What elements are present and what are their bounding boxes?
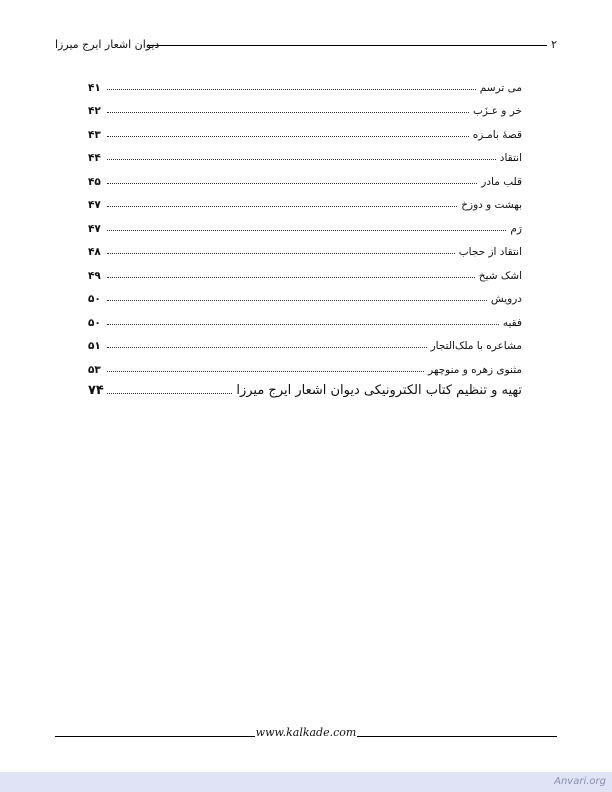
dot-leader	[107, 346, 427, 348]
toc-entry[interactable]	[88, 211, 522, 235]
watermark-band	[0, 772, 612, 792]
toc-entry-page: ۴۹	[88, 269, 101, 282]
toc-entry-title: مشاعره با ملک‌التجار	[430, 340, 522, 352]
toc-entry[interactable]	[88, 258, 522, 282]
toc-entry-page: ۴۵	[88, 175, 101, 188]
toc-entry-page: ۵۱	[88, 340, 101, 352]
toc-entry[interactable]	[88, 282, 522, 306]
toc-entry[interactable]	[88, 305, 522, 329]
toc-entry-page: ۴۳	[88, 128, 101, 141]
dot-leader	[107, 135, 469, 137]
toc-entry-title: مثنوی زهره و منوچهر	[428, 363, 522, 376]
toc-entry[interactable]	[88, 329, 522, 353]
footer-website[interactable]: www.kalkade.com	[255, 726, 357, 739]
toc-entry[interactable]	[88, 376, 522, 398]
book-title: دیوان اشعار ایرج میرزا	[55, 38, 160, 51]
toc-entry[interactable]	[88, 117, 522, 141]
toc-entry-title: فقیه	[502, 316, 522, 329]
toc-entry[interactable]	[88, 352, 522, 376]
toc-entry-title: انتقاد	[499, 152, 522, 164]
toc-entry-title: اشک شیخ	[478, 269, 522, 282]
toc-entry-page: ۵۳	[88, 363, 101, 376]
toc-entry-title: قلب مادر	[481, 175, 522, 188]
page-footer	[55, 726, 557, 742]
toc-entry[interactable]	[88, 141, 522, 165]
toc-entry-title: درویش	[490, 293, 522, 305]
toc-entry-page: ۴۴	[88, 152, 101, 164]
toc-entry-page: ۴۷	[88, 199, 101, 211]
toc-entry[interactable]	[88, 235, 522, 259]
toc-entry-page: ۵۰	[88, 293, 101, 305]
dot-leader	[107, 370, 424, 372]
toc-entry-page: ۷۴	[88, 382, 104, 398]
toc-entry-page: ۵۰	[88, 316, 101, 329]
toc-entry-page: ۴۱	[88, 81, 101, 94]
toc-entry-title: قصهٔ بامـزه	[472, 128, 522, 141]
dot-leader	[107, 111, 469, 113]
dot-leader	[107, 299, 487, 301]
dot-leader	[107, 88, 476, 90]
dot-leader	[107, 392, 232, 394]
dot-leader	[107, 158, 496, 160]
dot-leader	[107, 229, 506, 231]
header-rule	[147, 45, 547, 46]
toc-entry-page: ۴۷	[88, 222, 101, 235]
toc-entry[interactable]	[88, 164, 522, 188]
dot-leader	[107, 182, 477, 184]
page-number: ۲	[551, 38, 557, 51]
toc-entry-page: ۴۸	[88, 246, 101, 258]
toc-entry-title: بهشت و دوزخ	[461, 199, 522, 211]
dot-leader	[107, 323, 499, 325]
table-of-contents	[88, 70, 522, 398]
dot-leader	[107, 252, 455, 254]
toc-entry-title: انتقاد از حجاب	[458, 246, 522, 258]
toc-entry-title: خر و عـزَب	[472, 105, 522, 117]
page-header	[55, 36, 557, 56]
toc-entry-page: ۴۲	[88, 105, 101, 117]
dot-leader	[107, 276, 475, 278]
toc-entry-title: تهیه و تنظیم کتاب الکترونیکی دیوان اشعار ایرج میرزا	[236, 382, 522, 398]
dot-leader	[107, 205, 457, 207]
toc-entry[interactable]	[88, 70, 522, 94]
watermark-text: Anvari.org	[554, 776, 606, 787]
footer-rule-right	[357, 736, 557, 737]
toc-entry-title: می ترسم	[479, 81, 522, 94]
toc-entry[interactable]	[88, 188, 522, 212]
toc-entry[interactable]	[88, 94, 522, 118]
toc-entry-title: رَم	[510, 222, 522, 235]
